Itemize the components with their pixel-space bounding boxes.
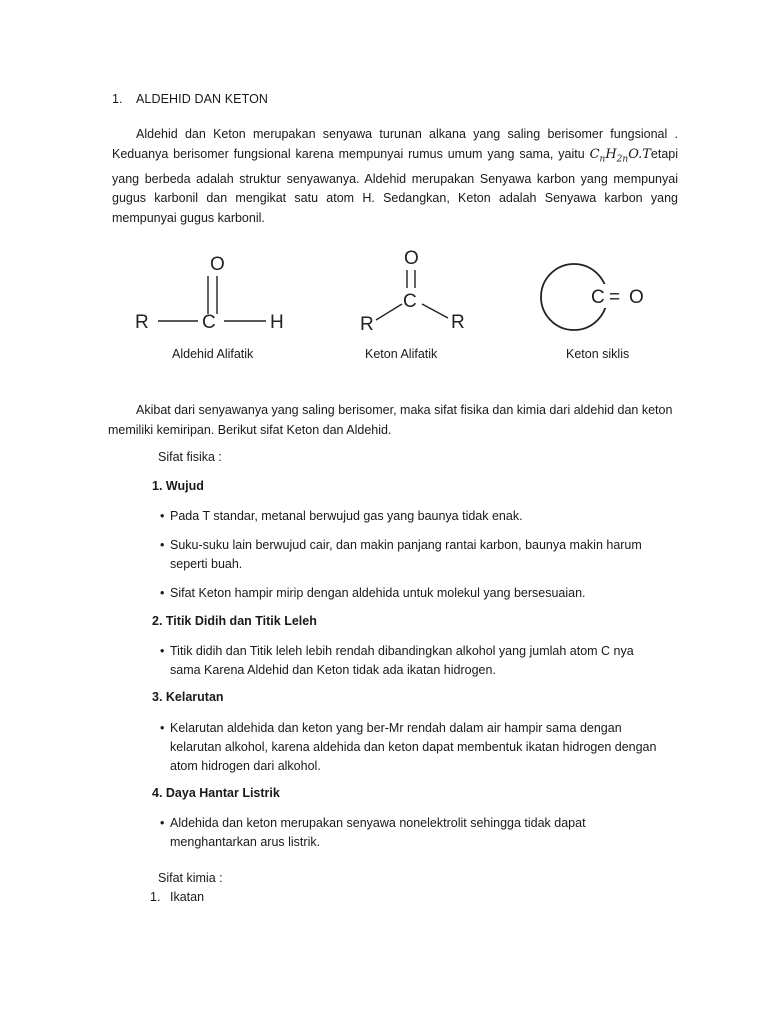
ketone-left-bond [376, 304, 402, 320]
item-title: Ikatan [170, 890, 205, 904]
ketone-right-bond [422, 304, 448, 318]
section-title-kelarutan: 3. Kelarutan [152, 690, 224, 704]
bullet-dot: • [160, 586, 165, 600]
intro-text-after: etapi yang berbeda adalah struktur senyawanya. Aldehid merupakan Senyawa karbon yang mempunyai gugus karbonil dan mengikat satu atom H. Sedangkan, Keton adalah Senyawa karbon yang mempunyai gugus karbonil. [112, 146, 678, 225]
general-formula [589, 146, 651, 165]
aldehyde-c-atom: C [202, 312, 216, 333]
section-title-titik-didih: 2. Titik Didih dan Titik Leleh [152, 614, 317, 628]
isomer-paragraph: Akibat dari senyawanya yang saling berisomer, maka sifat fisika dan kimia dari aldehid dan keton memiliki kemiripan. Berikut sifat Keton dan Aldehid. [108, 403, 673, 437]
heading-title: ALDEHID DAN KETON [136, 92, 269, 106]
bullet-text: Kelarutan aldehida dan keton yang ber-Mr rendah dalam air hampir sama dengan kelarutan alkohol, karena aldehida dan keton dapat membentuk ikatan hidrogen dengan atom hidrogen dari alkohol. [170, 721, 657, 773]
list-item [160, 507, 660, 526]
structure-diagrams [120, 240, 660, 340]
aldehyde-h-atom: H [270, 312, 284, 333]
ketone-c-atom: C [403, 291, 417, 312]
aldehyde-r-atom: R [135, 312, 149, 333]
section-title-wujud: 1. Wujud [152, 479, 204, 493]
sifat-fisika-label: Sifat fisika : [158, 450, 222, 464]
bullet-dot: • [160, 721, 165, 735]
aldehyde-o-atom: O [210, 254, 225, 275]
bullet-dot: • [160, 816, 165, 830]
bullet-dot: • [160, 509, 165, 523]
intro-text-before: Aldehid dan Keton merupakan senyawa turunan alkana yang saling berisomer fungsional . Keduanya berisomer fungsional karena mempunyai rumus umum yang sama, yaitu [112, 127, 678, 161]
ketone-r1-atom: R [360, 314, 374, 335]
bullet-text: Suku-suku lain berwujud cair, dan makin panjang rantai karbon, baunya makin harum seperti buah. [170, 538, 642, 571]
aldehyde-structure [135, 254, 284, 333]
bullet-text: Titik didih dan Titik leleh lebih rendah dibandingkan alkohol yang jumlah atom C nya sama Karena Aldehid dan Keton tidak ada ikatan hidrogen. [170, 644, 634, 677]
bullet-text: Aldehida dan keton merupakan senyawa nonelektrolit sehingga tidak dapat menghantarkan arus listrik. [170, 816, 586, 849]
cyclic-o-atom: O [629, 287, 644, 308]
heading-number: 1. [112, 92, 123, 106]
ketone-r2-atom: R [451, 312, 465, 333]
list-item [160, 719, 660, 776]
formula-c-sub: n [599, 154, 606, 165]
ketone-structure [360, 248, 465, 335]
ketone-o-atom: O [404, 248, 419, 269]
formula-t: T [642, 146, 651, 162]
list-item [160, 814, 660, 852]
caption-ketone: Keton Alifatik [365, 347, 438, 361]
intro-paragraph [112, 125, 678, 228]
bullet-text: Sifat Keton hampir mirip dengan aldehida untuk molekul yang bersesuaian. [170, 586, 586, 600]
cyclic-c-atom: C [591, 287, 605, 308]
section-heading [112, 92, 268, 106]
bullet-dot: • [160, 538, 165, 552]
formula-h: H [605, 146, 617, 162]
cyclic-ketone-structure [541, 264, 644, 330]
list-item [160, 642, 660, 680]
formula-o: O. [628, 146, 643, 162]
bullet-text: Pada T standar, metanal berwujud gas yang baunya tidak enak. [170, 509, 523, 523]
section-title-daya-hantar: 4. Daya Hantar Listrik [152, 786, 280, 800]
sifat-kimia-item [150, 890, 204, 904]
item-number: 1. [150, 890, 161, 904]
list-item [160, 536, 660, 574]
formula-h-sub: 2n [616, 154, 629, 165]
formula-c: C [589, 146, 600, 162]
caption-aldehyde: Aldehid Alifatik [172, 347, 254, 361]
bullet-dot: • [160, 644, 165, 658]
list-item [160, 584, 660, 603]
sifat-kimia-label: Sifat kimia : [158, 871, 223, 885]
caption-cyclic-ketone: Keton siklis [566, 347, 630, 361]
cyclic-double-bond: = [609, 287, 621, 308]
